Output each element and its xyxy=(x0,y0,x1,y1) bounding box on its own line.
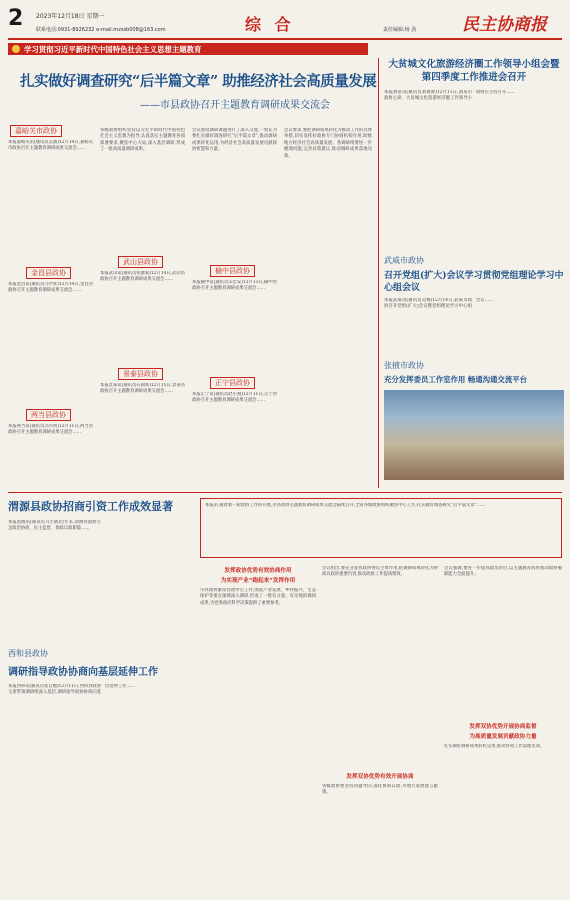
lead-col-3-text: 会议围绕调研课题进行了深入交流,一致认为要扎实做好调查研究“后半篇文章”,推动调研成果转化运用,为经济社会高质量发展贡献政协智慧和力量。 xyxy=(192,128,277,153)
notice-box xyxy=(200,498,562,558)
section-label-jingtai: 景泰县政协 xyxy=(118,368,163,380)
center-col-3 xyxy=(444,562,562,892)
section-title: 综 合 xyxy=(245,15,295,34)
zhangye-article xyxy=(384,360,564,490)
lead-byline-2: 本报金昌讯(通讯员马学祥)12月14日,金昌县政协召开主题教育调研成果交流会…… xyxy=(8,282,93,294)
wuwei-title: 召开党组(扩大)会议学习贯彻党组理论学习中心组会议 xyxy=(384,271,564,293)
lead-col-1 xyxy=(8,118,93,488)
subhead-1: 发挥政协优势有效协商作用 xyxy=(224,568,292,574)
center-col-3-text: 会议强调,要进一步提高政治站位,以主题教育成果推动政协履职能力全面提升。 xyxy=(444,566,562,578)
section-label-liangdang: 两当县政协 xyxy=(26,409,71,421)
notice-text: 本报讯 随着新一轮政协工作的开展,市县政协主题教育调研成果交流会陆续召开,全省各级政协组织聚焦中心工作,扎实做好调查研究“后半篇文章”…… xyxy=(205,503,486,508)
lead-col-2-text: 各级政协组织坚持以习近平新时代中国特色社会主义思想为指导,认真落实主题教育各项部署要求,聚焦中心大局,深入基层调研,形成了一批高质量调研成果。 xyxy=(100,128,185,153)
center-col-2 xyxy=(322,562,438,892)
center-col-1-text: 市县政协紧扣党政中心工作,围绕产业发展、乡村振兴、生态保护等重点领域深入调研,形成了一批有分量、有见地的调研成果,为党委政府科学决策提供了重要参考。 xyxy=(200,588,316,606)
lead-byline-4: 本报武山讯(通讯员张健斌)12月14日,武山县政协召开主题教育调研成果交流会…… xyxy=(100,271,185,283)
xihe-article xyxy=(8,648,198,893)
subhead-3: 发挥双协优势有效开展协商 xyxy=(346,774,414,780)
right-top-byline: 本报酒泉讯(通讯员刘诚源)12月11日,酒泉市政协主席、大贫城文化旅游经济圈工作领导小组组长主持召开…… xyxy=(384,90,515,102)
zhangye-title: 充分发挥委员工作室作用 畅通沟通交流平台 xyxy=(384,375,527,384)
lead-byline-5: 本报景泰讯(通讯员石圆辉)12月15日,景泰县政协召开主题教育调研成果交流会…… xyxy=(100,383,185,395)
lead-byline-1: 本报嘉峪关讯(通讯员吴涌)12月14日,嘉峪关市政协召开主题教育调研成果交流会…… xyxy=(8,140,93,152)
center-col-3-text-b: 扎实做好调研成果转化运用,推动各项工作落地见效。 xyxy=(444,744,545,749)
weiyuan-byline: 本报渭源讯(通讯员马小鸥)近年来,渭源县政协立足政治协商、民主监督、参政议政职能…… xyxy=(8,520,101,532)
column-banner xyxy=(8,43,368,55)
date-line: 2023年12月18日 星期一 xyxy=(36,13,105,20)
lead-col-3 xyxy=(192,118,277,488)
wuwei-article xyxy=(384,255,564,355)
subhead-4: 发挥双协优势开展协商监督 xyxy=(469,724,537,730)
lead-col-4-text: 会议要求,要把调研成果转化为推动工作的具体举措,切实发挥好政协专门协商机构作用,助推地方经济社会高质量发展。各调研组要进一步梳理问题,完善对策建议,推动调研成果落地见效。 xyxy=(284,128,372,159)
section-label-jiayuguan: 嘉峪关市政协 xyxy=(10,125,62,137)
right-top-article xyxy=(384,58,564,238)
weiyuan-title: 渭源县政协招商引资工作成效显著 xyxy=(8,500,173,513)
lead-byline-6: 本报榆中讯(通讯员宋若安)12月13日,榆中县政协召开主题教育调研成果交流会…… xyxy=(192,280,277,292)
lead-col-2 xyxy=(100,118,185,488)
section-label-zhengning: 正宁县政协 xyxy=(210,377,255,389)
right-top-title: 大贫城文化旅游经济圈工作领导小组会暨第四季度工作推进会召开 xyxy=(388,59,560,83)
banner-icon xyxy=(12,45,20,53)
lead-title: 扎实做好调查研究“后半篇文章” 助推经济社会高质量发展 xyxy=(20,73,377,90)
center-col-2-text: 会议指出,要充分发挥政协委员主体作用,把调研成果转化为协商议政的重要内容,推动政协工作提质增效。 xyxy=(322,566,438,578)
lead-byline-7: 本报正宁讯(通讯员赵小燕)12月11日,正宁县政协召开主题教育调研成果交流会…… xyxy=(192,392,277,404)
weiyuan-article xyxy=(8,498,198,638)
xihe-byline: 本报西和讯(通讯员张自勉)12月11日,西和县政协主席带领调研组深入基层,调研指导政协协商向基层延伸工作…… xyxy=(8,684,136,696)
column-banner-text: 学习贯彻习近平新时代中国特色社会主义思想主题教育 xyxy=(24,45,202,54)
xihe-title: 调研指导政协协商向基层延伸工作 xyxy=(8,667,158,678)
zhangye-photo xyxy=(384,390,564,480)
center-lower xyxy=(200,562,562,892)
masthead-logo: 民主协商报 xyxy=(462,15,547,35)
lead-subtitle: ——市县政协召开主题教育调研成果交流会 xyxy=(140,100,330,111)
wuwei-byline: 本报武威讯(通讯员吴梅)12月14日,武威市政协召开党组(扩大)会议暨党组理论学习中心组会议…… xyxy=(384,298,494,310)
column-rule xyxy=(378,58,379,488)
section-label-yuzhong: 榆中县政协 xyxy=(210,265,255,277)
lower-divider xyxy=(8,492,562,493)
page-number: 2 xyxy=(8,6,24,31)
section-label-jinchang: 金昌县政协 xyxy=(26,267,71,279)
zhangye-label: 张掖市政协 xyxy=(384,361,424,370)
wuwei-label: 武威市政协 xyxy=(384,256,424,265)
contact-line: 联系电话:0931-8926232 e-mail:mzssb008@163.com xyxy=(36,27,166,33)
lead-article xyxy=(8,118,374,488)
xihe-label: 西和县政协 xyxy=(8,649,48,658)
subhead-5: 为高质量发展贡献政协力量 xyxy=(469,734,537,740)
lead-byline-3: 本报两当讯(通讯员冯兴明)12月11日,两当县政协召开主题教育调研成果交流会…… xyxy=(8,424,93,436)
lead-col-4 xyxy=(284,118,372,488)
section-label-wushan: 武山县政协 xyxy=(118,256,163,268)
editor-line: 责任编辑:杨 劲 xyxy=(383,27,417,33)
header-rule xyxy=(8,38,562,40)
page-header xyxy=(0,0,570,40)
center-col-2-text-b: 各级政协要坚持问题导向,深化协商议政,为地方发展建言献策。 xyxy=(322,784,438,796)
subhead-2: 为实现产业“跑起来”发挥作用 xyxy=(220,578,296,584)
center-col-1 xyxy=(200,562,316,892)
